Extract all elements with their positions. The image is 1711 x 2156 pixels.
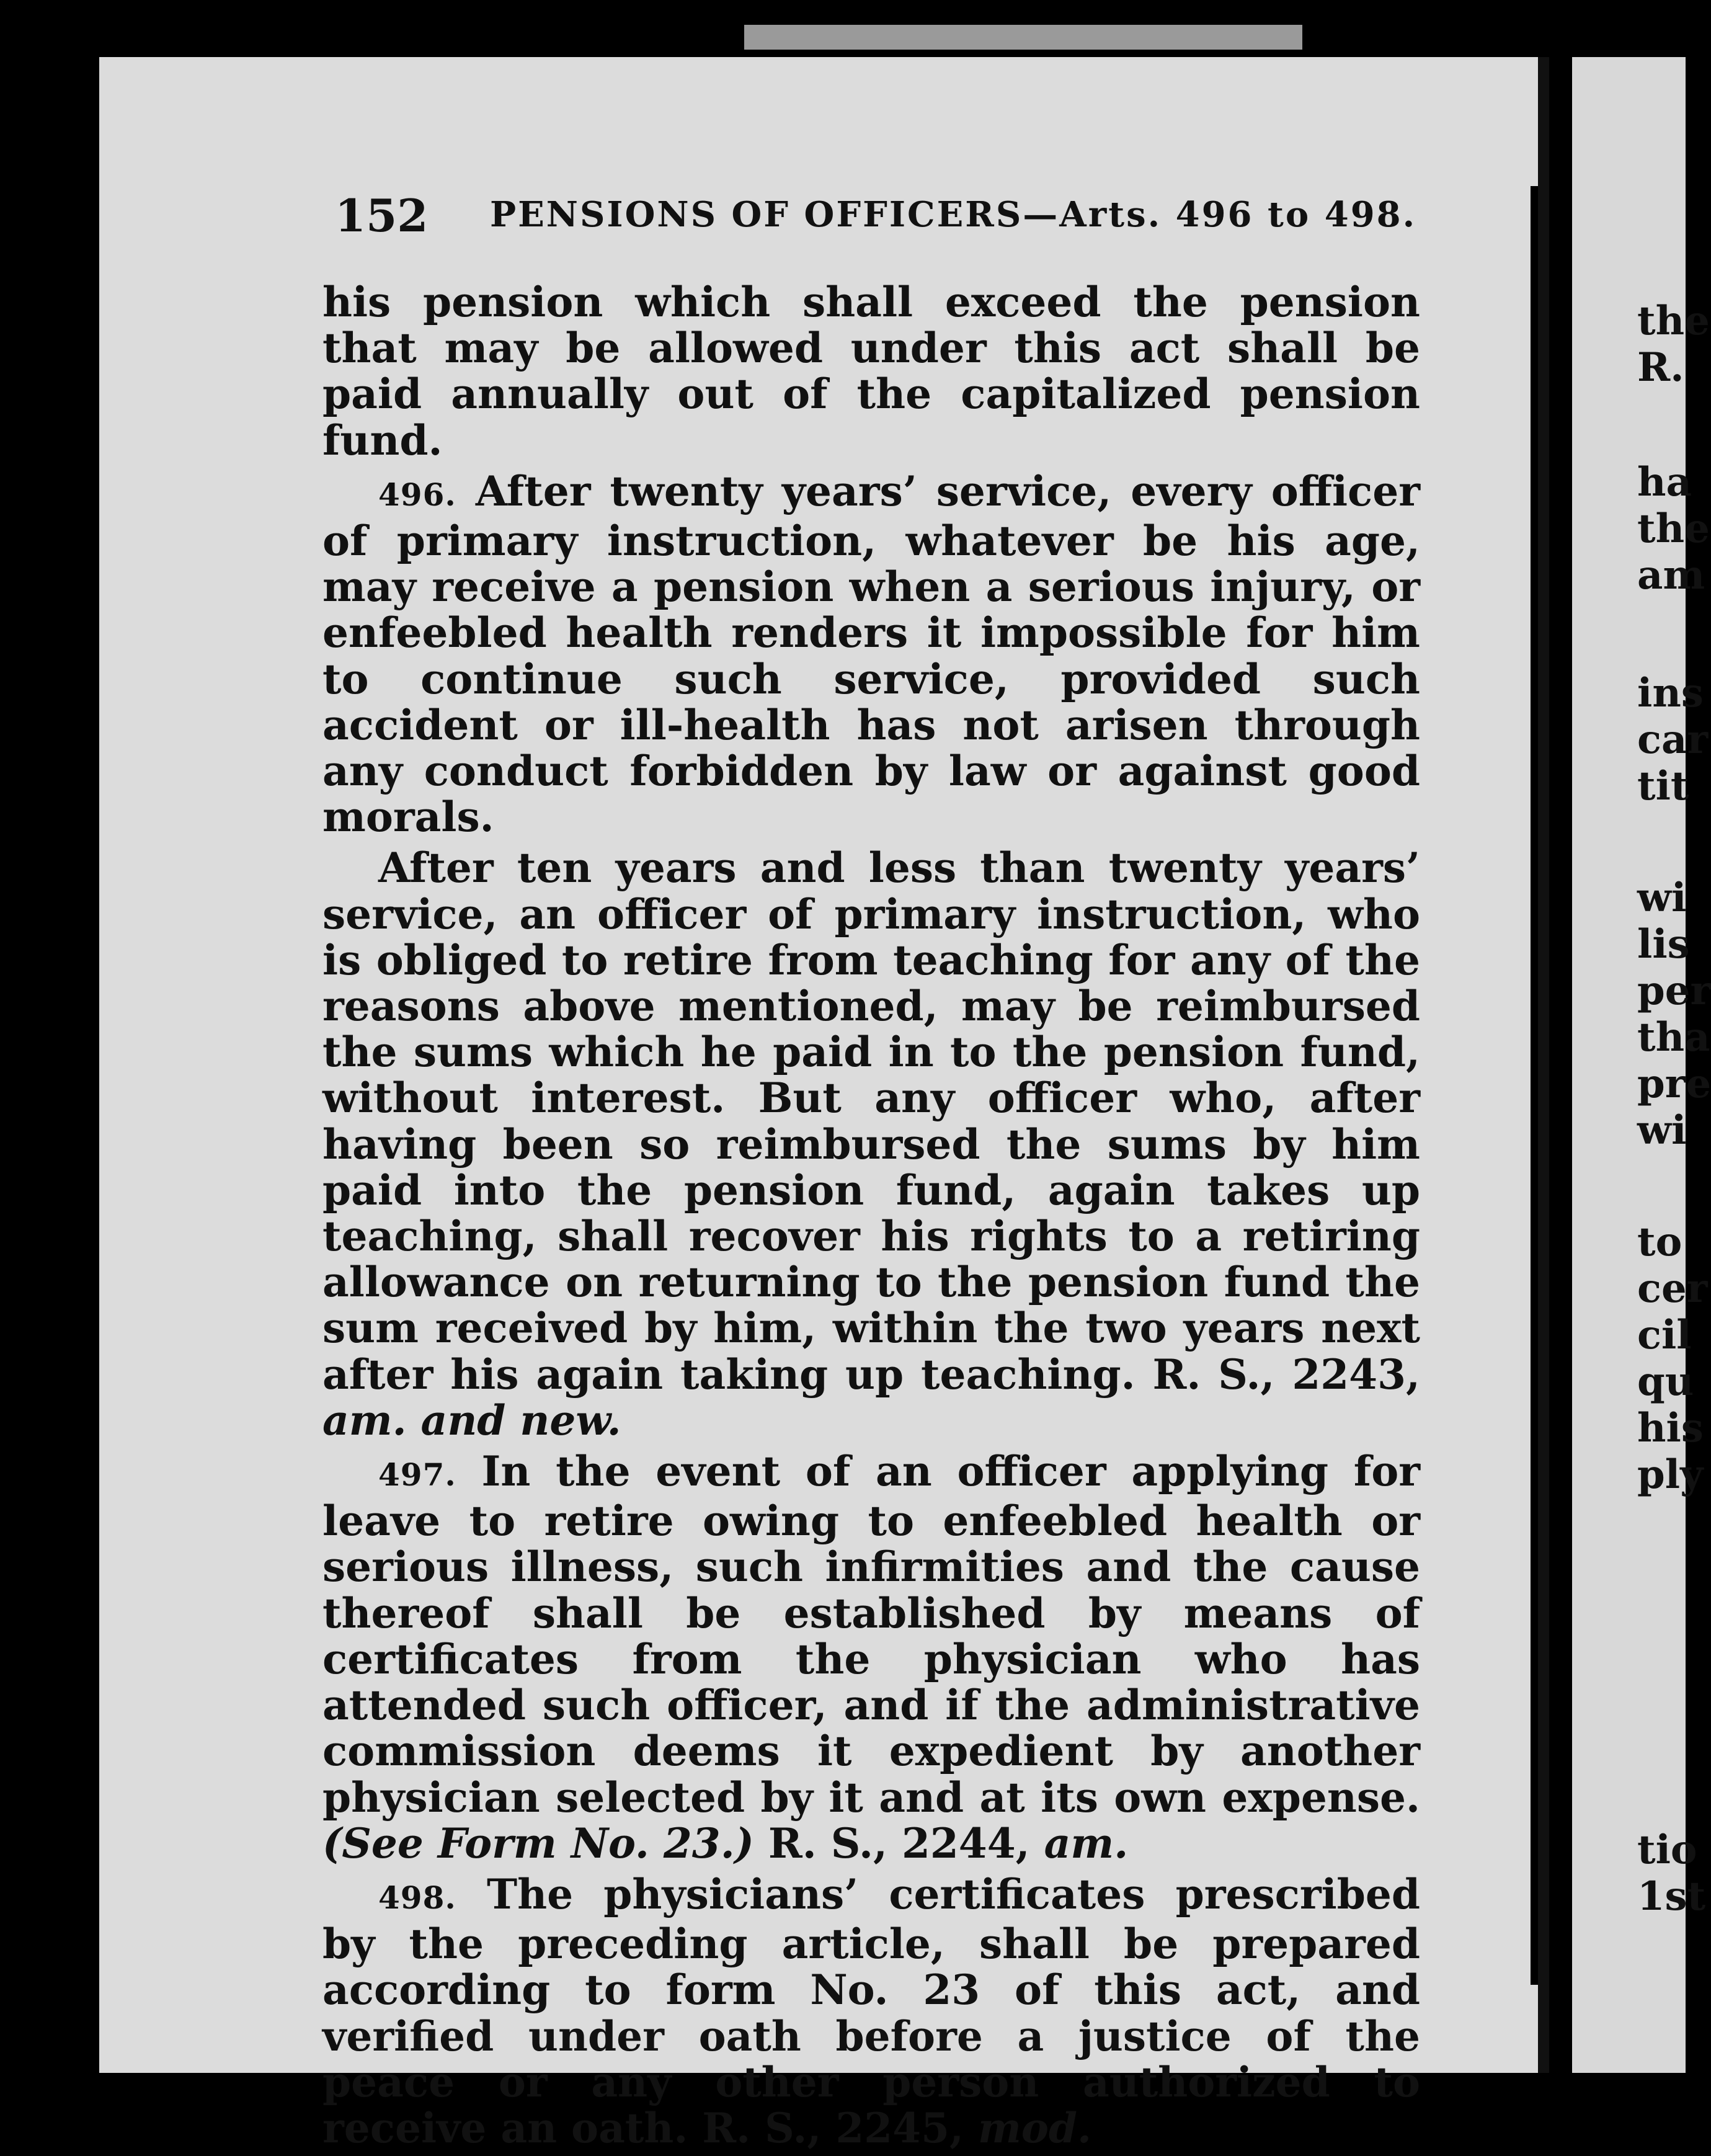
page-number: 152 [335, 189, 429, 242]
facing-page-fragment: 1st [1637, 1873, 1706, 1920]
article-498 [322, 1871, 1420, 2151]
binding-rule [1531, 186, 1538, 1985]
citation-note: mod. [977, 2103, 1091, 2152]
article-text: The physicians’ certificates prescribed by the preceding article, shall be prepared according to form No. 23 of this act, and verified under oath before a justice of the peace or any other person authorized to receive an oath. [322, 1869, 1420, 2152]
facing-page-fragment: tha [1637, 1014, 1710, 1061]
facing-page-fragment: cil [1637, 1312, 1692, 1358]
facing-page-fragment: cer [1637, 1265, 1708, 1312]
facing-page-fragment: per [1637, 968, 1711, 1014]
scan-edge-strip [744, 25, 1302, 50]
facing-page-fragment: lis [1637, 921, 1690, 968]
article-number: 498. [378, 1879, 456, 1916]
citation-note: am. [1044, 1819, 1129, 1868]
facing-page-fragment: the [1637, 298, 1710, 344]
article-text: After ten years and less than twenty years’ service, an officer of primary instruction, who is obliged to retire from teaching for any of the reasons above mentioned, may be reimbursed the sums which he paid in to the pension fund, without interest. But any officer who, after having been so reimbursed the sums by him paid into the pension fund, again takes up teaching, shall recover his rights to a retiring allowance on returning to the pension fund the sum received by him, within the two years next after his again taking up teaching. [322, 844, 1420, 1399]
running-head-title: PENSIONS OF OFFICERS—Arts. 496 to 498. [490, 194, 1417, 235]
facing-page-fragment: car [1637, 716, 1709, 763]
facing-page-fragment: his [1637, 1405, 1704, 1451]
facing-page-fragment: am [1637, 552, 1705, 599]
article-number: 497. [378, 1456, 456, 1494]
facing-page-fragment: R. [1637, 344, 1684, 391]
article-text: After twenty years’ service, every officer of primary instruction, whatever be his age, may receive a pension when a serious injury, or enfeebled health renders it impossible for him to continue such service, provided such accident or ill-health has not arisen through any conduct forbidden by law or against good morals. [322, 466, 1421, 842]
paragraph-text: his pension which shall exceed the pension that may be allowed under this act shall be paid annually out of the capitalized pension fund. [322, 278, 1420, 465]
facing-page-fragment: ply [1637, 1451, 1704, 1498]
facing-page-fragment: wi [1637, 1107, 1687, 1154]
citation: R. S., 2243, [1152, 1350, 1420, 1399]
facing-page-fragment: tit [1637, 763, 1689, 809]
citation-note: am. and new. [322, 1396, 621, 1445]
running-head [229, 189, 1470, 257]
facing-page-fragment: pre [1637, 1061, 1711, 1107]
citation: R. S., 2244, [768, 1819, 1030, 1868]
facing-page-fragment: to [1637, 1219, 1682, 1265]
facing-page-fragment: ins [1637, 670, 1704, 716]
body-text [322, 279, 1420, 2156]
facing-page-fragment: ha [1637, 459, 1692, 506]
article-number: 496. [378, 476, 456, 513]
article-496 [322, 468, 1420, 840]
facing-page-fragment: wi [1637, 875, 1687, 921]
article-text: In the event of an officer applying for leave to retire owing to enfeebled health or serious illness, such infirmities and the cause thereof shall be established by means of certificates from the physician who has attended such officer, and if the administrative commission deems it expedient by another physician selected by it and at its own expense. [322, 1447, 1420, 1822]
facing-page-fragment: tio [1637, 1827, 1697, 1873]
article-497 [322, 1448, 1420, 1866]
citation: R. S., 2245, [702, 2103, 964, 2152]
facing-page-fragment: qu [1637, 1358, 1694, 1405]
facing-page-fragment: the [1637, 506, 1710, 552]
form-reference: (See Form No. 23.) [322, 1819, 754, 1868]
paragraph-continuation [322, 279, 1420, 463]
article-496-para-2 [322, 845, 1420, 1443]
